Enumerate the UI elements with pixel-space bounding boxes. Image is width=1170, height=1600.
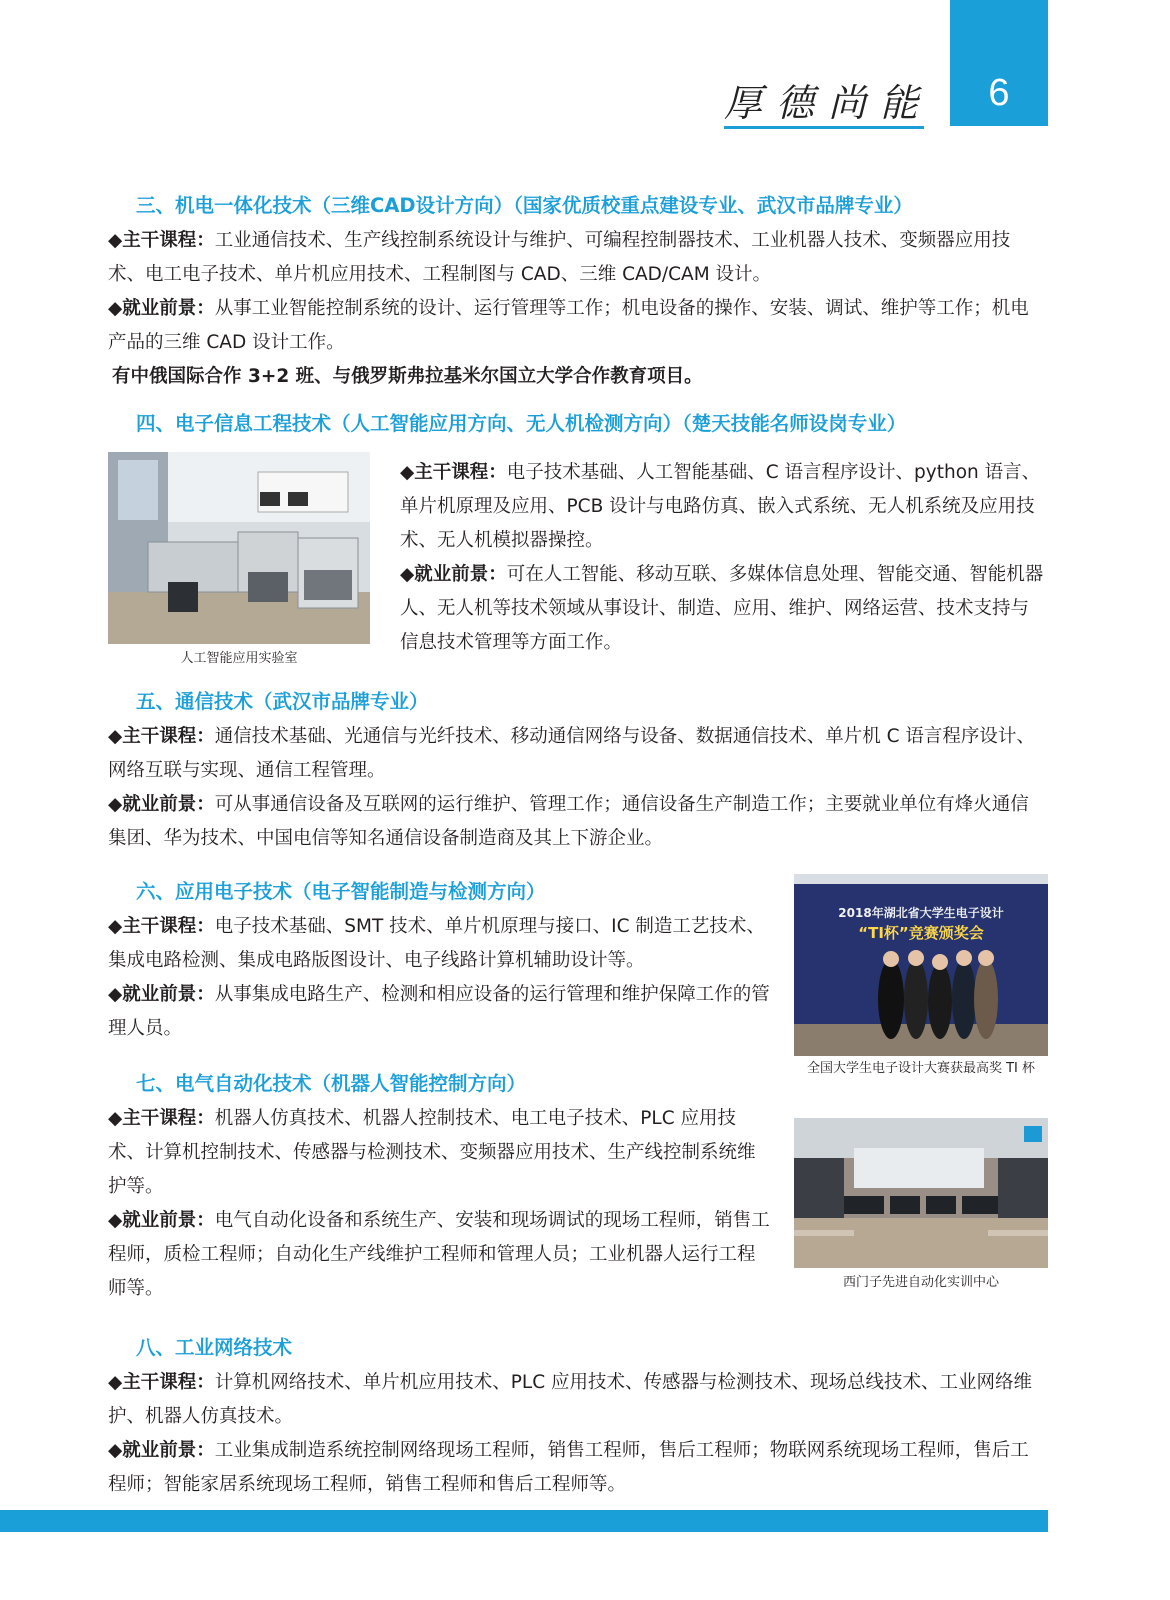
- section-career-communication: [108, 788, 1044, 856]
- page-number: 6: [988, 72, 1010, 114]
- section-courses-communication: [108, 720, 1044, 788]
- section-courses-industrial-network: [108, 1366, 1044, 1434]
- ti-award-banner-sub: “TI杯”竞赛颁奖会: [858, 924, 984, 942]
- section-courses-electronic-info: [400, 456, 1044, 558]
- section-career-industrial-network: [108, 1434, 1044, 1502]
- courses-text: 电子技术基础、人工智能基础、C 语言程序设计、python 语言、单片机原理及应用、PCB 设计与电路仿真、嵌入式系统、无人机系统及应用技术、无人机模拟器操控。: [400, 462, 1041, 551]
- courses-text: 通信技术基础、光通信与光纤技术、移动通信网络与设备、数据通信技术、单片机 C 语言程序设计、网络互联与实现、通信工程管理。: [108, 726, 1035, 781]
- section-career-electronic-info: [400, 558, 1044, 660]
- siemens-center-image: [794, 1118, 1048, 1268]
- career-text: 从事工业智能控制系统的设计、运行管理等工作；机电设备的操作、安装、调试、维护等工作；机电产品的三维 CAD 设计工作。: [108, 298, 1029, 353]
- siemens-center-caption: 西门子先进自动化实训中心: [842, 1275, 999, 1290]
- motto: 厚德尚能: [724, 81, 933, 125]
- ti-award-caption: 全国大学生电子设计大赛获最高奖 TI 杯: [806, 1061, 1036, 1076]
- career-text: 工业集成制造系统控制网络现场工程师，销售工程师，售后工程师；物联网系统现场工程师，售后工程师；智能家居系统现场工程师，销售工程师和售后工程师等。: [108, 1440, 1029, 1495]
- ai-lab-image: [108, 452, 370, 644]
- career-label: ◆就业前景：: [108, 984, 215, 1005]
- career-text: 可在人工智能、移动互联、多媒体信息处理、智能交通、智能机器人、无人机等技术领域从事设计、制造、应用、维护、网络运营、技术支持与信息技术管理等方面工作。: [400, 564, 1044, 653]
- courses-text: 计算机网络技术、单片机应用技术、PLC 应用技术、传感器与检测技术、现场总线技术、工业网络维护、机器人仿真技术。: [108, 1372, 1032, 1427]
- section-title-electrical-automation: 七、电气自动化技术（机器人智能控制方向）: [136, 1072, 527, 1095]
- section-title-communication: 五、通信技术（武汉市品牌专业）: [136, 690, 429, 713]
- section-courses-electrical-automation: [108, 1102, 770, 1204]
- section-courses-mechatronics: [108, 224, 1044, 292]
- career-text: 从事集成电路生产、检测和相应设备的运行管理和维护保障工作的管理人员。: [108, 984, 770, 1039]
- section-title-electronic-info: 四、电子信息工程技术（人工智能应用方向、无人机检测方向）（楚天技能名师设岗专业）: [136, 412, 907, 435]
- section-title-mechatronics: 三、机电一体化技术（三维CAD设计方向）（国家优质校重点建设专业、武汉市品牌专业）: [136, 194, 913, 217]
- motto-underline: [724, 126, 924, 129]
- section-title-applied-electronics: 六、应用电子技术（电子智能制造与检测方向）: [136, 880, 546, 903]
- courses-text: 电子技术基础、SMT 技术、单片机原理与接口、IC 制造工艺技术、集成电路检测、集成电路版图设计、电子线路计算机辅助设计等。: [108, 916, 765, 971]
- section-career-electrical-automation: [108, 1204, 770, 1306]
- section-career-applied-electronics: [108, 978, 770, 1046]
- section-career-mechatronics: [108, 292, 1044, 360]
- ti-award-photo: [794, 874, 1048, 1056]
- career-text: 电气自动化设备和系统生产、安装和现场调试的现场工程师，销售工程师，质检工程师；自动化生产线维护工程师和管理人员；工业机器人运行工程师等。: [108, 1210, 770, 1299]
- courses-text: 机器人仿真技术、机器人控制技术、电工电子技术、PLC 应用技术、计算机控制技术、传感器与检测技术、变频器应用技术、生产线控制系统维护等。: [108, 1108, 756, 1197]
- footer-bar: [0, 1510, 1048, 1532]
- courses-text: 工业通信技术、生产线控制系统设计与维护、可编程控制器技术、工业机器人技术、变频器应用技术、电工电子技术、单片机应用技术、工程制图与 CAD、三维 CAD/CAM 设计。: [108, 230, 1011, 285]
- section-note-mechatronics: 有中俄国际合作 3+2 班、与俄罗斯弗拉基米尔国立大学合作教育项目。: [112, 366, 703, 387]
- career-label: ◆就业前景：: [108, 794, 215, 815]
- ai-lab-photo: [108, 452, 370, 644]
- career-label: ◆就业前景：: [400, 564, 507, 585]
- career-text: 可从事通信设备及互联网的运行维护、管理工作；通信设备生产制造工作；主要就业单位有烽火通信集团、华为技术、中国电信等知名通信设备制造商及其上下游企业。: [108, 794, 1029, 849]
- siemens-center-photo: [794, 1118, 1048, 1268]
- ti-award-banner: 2018年湖北省大学生电子设计: [838, 906, 1004, 920]
- section-courses-applied-electronics: [108, 910, 770, 978]
- courses-label: ◆主干课程：: [400, 462, 507, 483]
- courses-label: ◆主干课程：: [108, 726, 215, 747]
- career-label: ◆就业前景：: [108, 1440, 215, 1461]
- courses-label: ◆主干课程：: [108, 1372, 215, 1393]
- courses-label: ◆主干课程：: [108, 230, 215, 251]
- career-label: ◆就业前景：: [108, 1210, 215, 1231]
- ti-award-image: [794, 874, 1048, 1056]
- career-label: ◆就业前景：: [108, 298, 215, 319]
- section-title-industrial-network: 八、工业网络技术: [136, 1336, 293, 1359]
- courses-label: ◆主干课程：: [108, 1108, 215, 1129]
- ai-lab-caption: 人工智能应用实验室: [180, 651, 298, 666]
- courses-label: ◆主干课程：: [108, 916, 215, 937]
